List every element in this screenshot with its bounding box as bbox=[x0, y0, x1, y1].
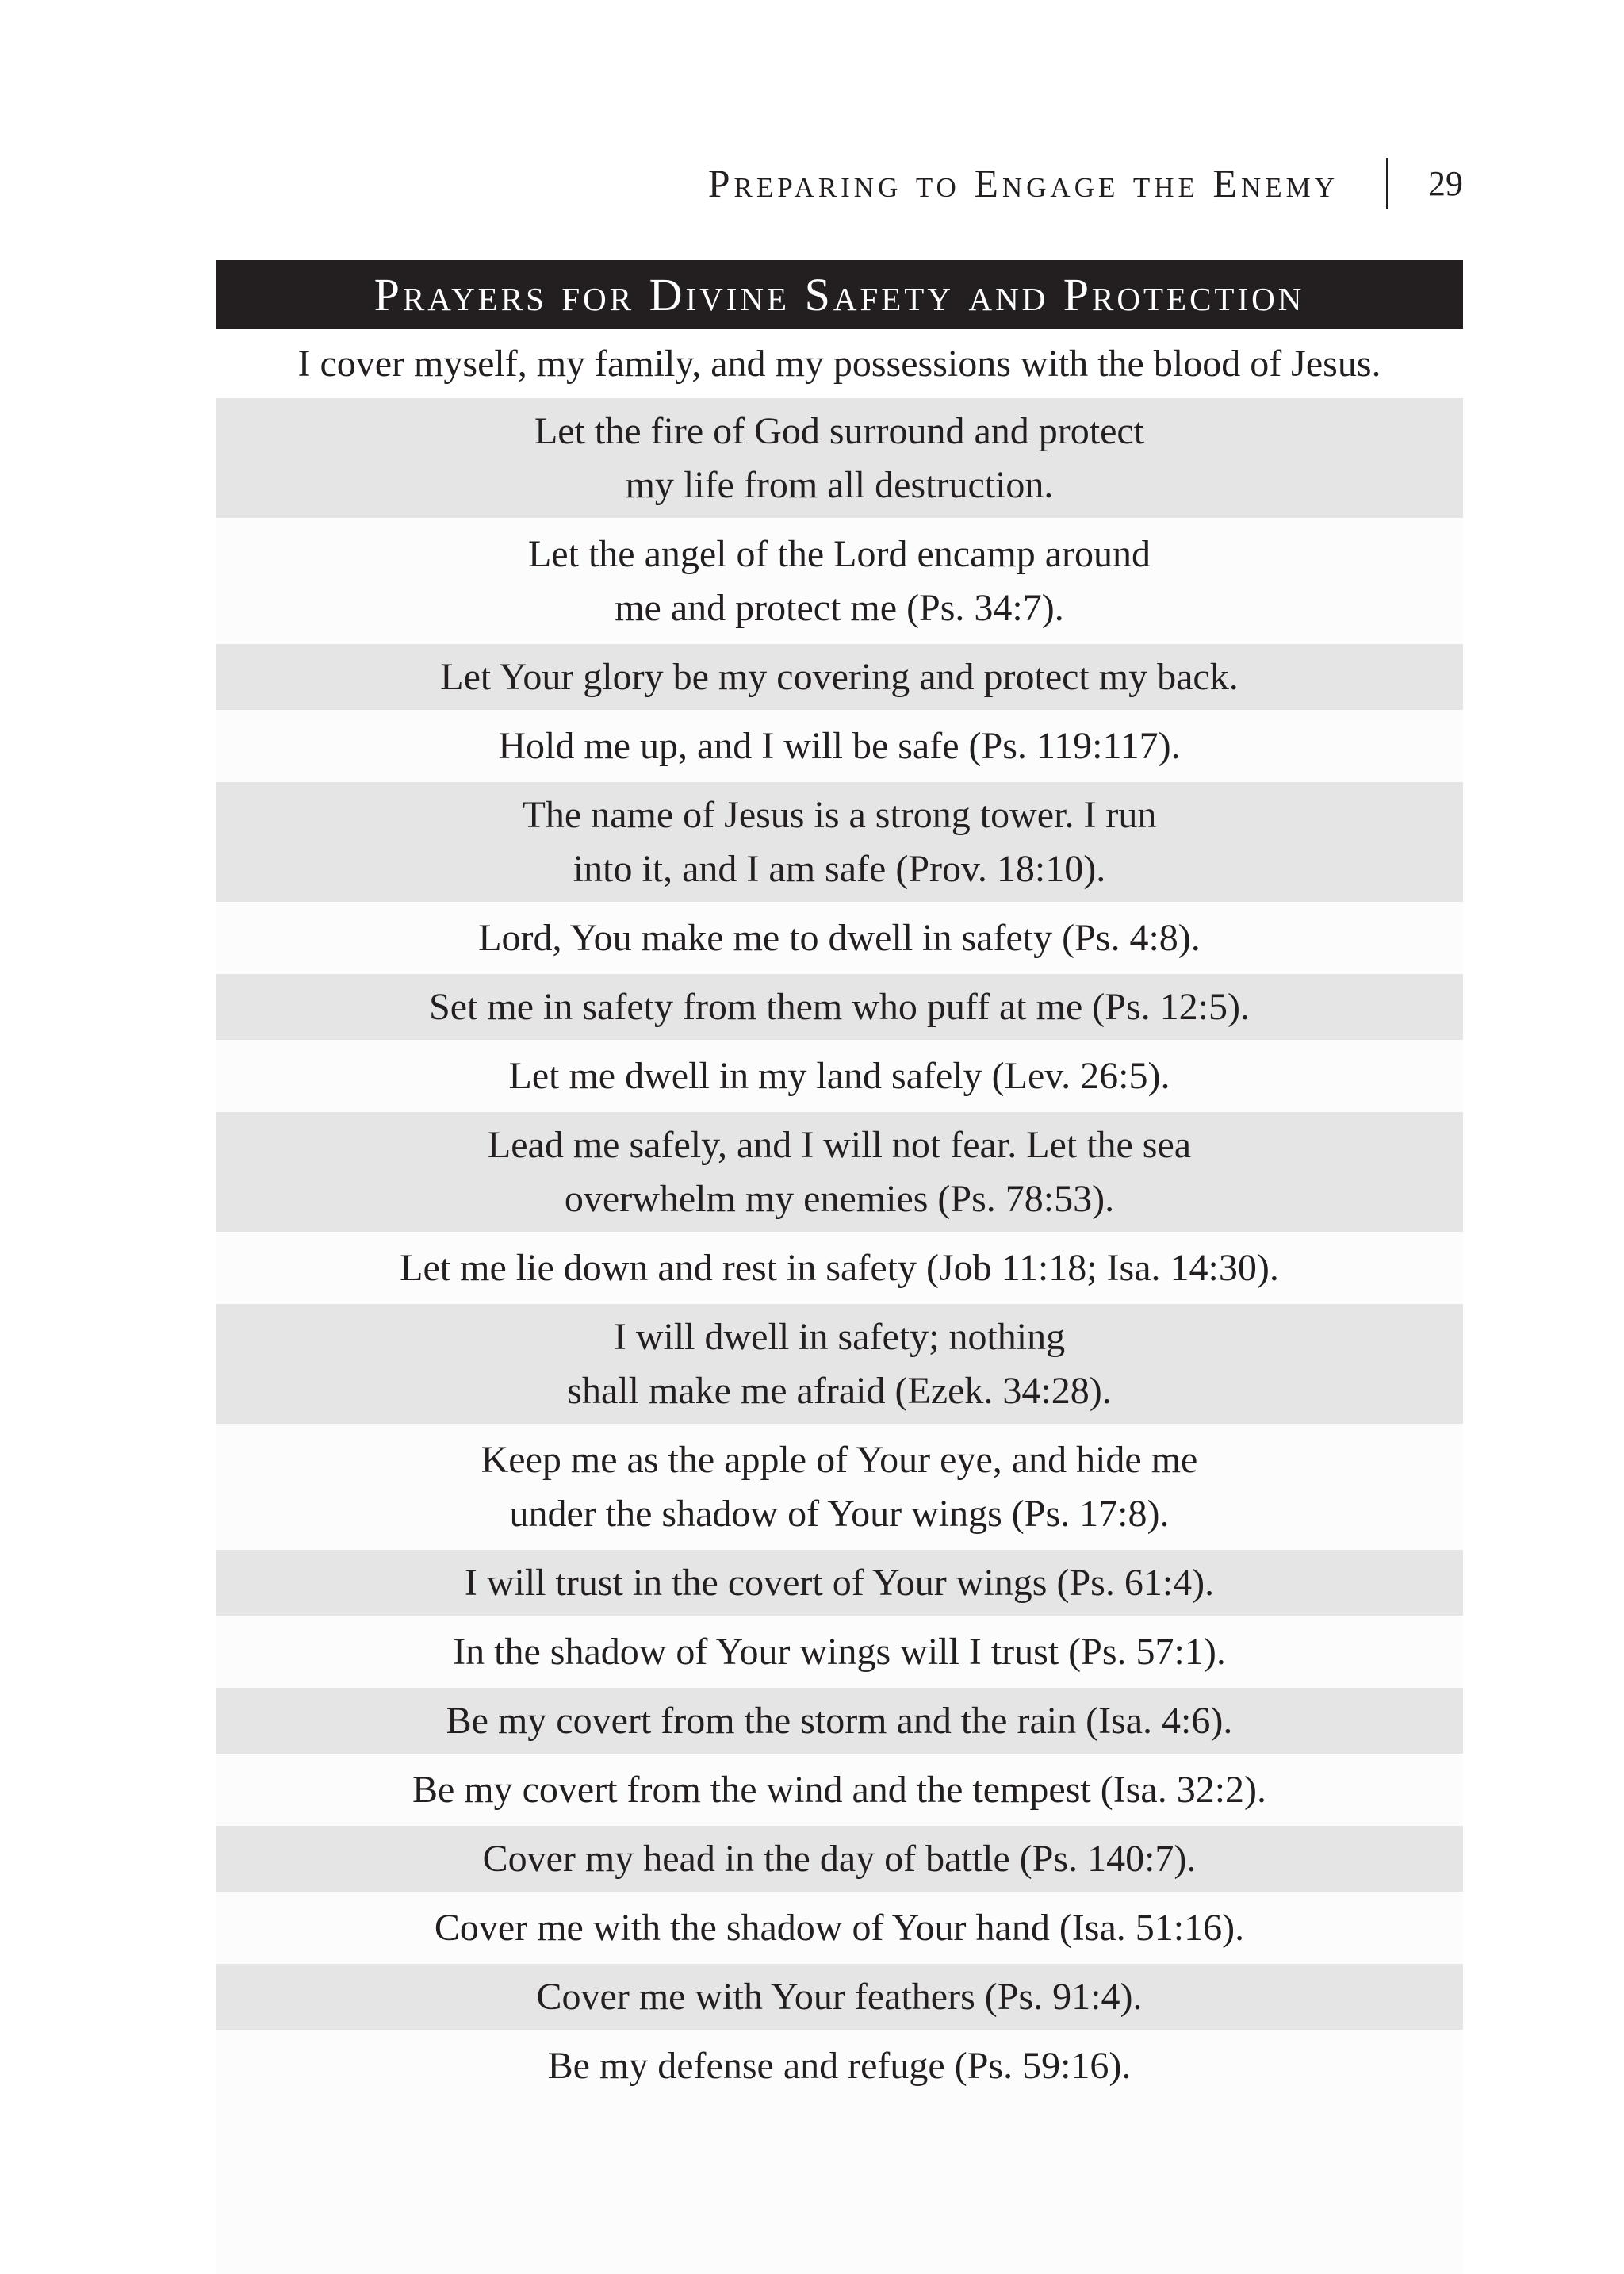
prayer-row bbox=[216, 1895, 1463, 1961]
prayer-text: Be my covert from the storm and the rain (Isa. 4:6). bbox=[446, 1699, 1233, 1742]
prayer-row bbox=[216, 1043, 1463, 1109]
prayer-text: Hold me up, and I will be safe (Ps. 119:117). bbox=[498, 724, 1181, 767]
prayer-text: Let me dwell in my land safely (Lev. 26:5). bbox=[508, 1054, 1170, 1097]
prayer-text: Let the angel of the Lord encamp around me and protect me (Ps. 34:7). bbox=[527, 532, 1151, 629]
page-number: 29 bbox=[1428, 163, 1463, 203]
prayer-row bbox=[216, 905, 1463, 971]
prayer-text: Cover me with Your feathers (Ps. 91:4). bbox=[536, 1975, 1143, 2018]
prayer-row bbox=[216, 1550, 1463, 1616]
running-head bbox=[708, 155, 1463, 211]
prayer-row bbox=[216, 1619, 1463, 1685]
section-heading: Prayers for Divine Safety and Protection bbox=[216, 260, 1463, 329]
prayer-list bbox=[216, 398, 1463, 2099]
prayer-text: Let the fire of God surround and protect my life from all destruction. bbox=[534, 409, 1145, 506]
prayer-row bbox=[216, 1304, 1463, 1424]
prayer-row bbox=[216, 644, 1463, 710]
running-title: Preparing to Engage the Enemy bbox=[707, 161, 1339, 205]
prayer-row bbox=[216, 974, 1463, 1040]
prayer-text: Keep me as the apple of Your eye, and hide me under the shadow of Your wings (Ps. 17:8). bbox=[481, 1438, 1198, 1535]
prayer-text: Set me in safety from them who puff at me (Ps. 12:5). bbox=[429, 985, 1250, 1028]
prayer-block bbox=[216, 260, 1463, 2102]
prayer-text: Lead me safely, and I will not fear. Let the sea overwhelm my enemies (Ps. 78:53). bbox=[487, 1123, 1192, 1220]
prayer-text: Let Your glory be my covering and protect my back. bbox=[440, 655, 1239, 698]
prayer-row bbox=[216, 1688, 1463, 1754]
prayer-text: I will dwell in safety; nothing shall make me afraid (Ezek. 34:28). bbox=[567, 1315, 1112, 1412]
prayer-text: Be my defense and refuge (Ps. 59:16). bbox=[547, 2044, 1132, 2087]
prayer-text: In the shadow of Your wings will I trust (Ps. 57:1). bbox=[453, 1630, 1226, 1673]
prayer-text: Lord, You make me to dwell in safety (Ps. 4:8). bbox=[478, 916, 1201, 959]
prayer-text: I will trust in the covert of Your wings (Ps. 61:4). bbox=[464, 1561, 1215, 1604]
prayer-text: Cover my head in the day of battle (Ps. 140:7). bbox=[482, 1837, 1197, 1880]
prayer-row bbox=[216, 1235, 1463, 1301]
prayer-row bbox=[216, 1964, 1463, 2030]
prayer-text: The name of Jesus is a strong tower. I run into it, and I am safe (Prov. 18:10). bbox=[522, 793, 1157, 890]
prayer-text: Cover me with the shadow of Your hand (Isa. 51:16). bbox=[434, 1906, 1245, 1949]
prayer-row bbox=[216, 2033, 1463, 2099]
prayer-row bbox=[216, 398, 1463, 518]
prayer-text: Be my covert from the wind and the tempest (Isa. 32:2). bbox=[412, 1768, 1267, 1811]
prayer-row bbox=[216, 1826, 1463, 1892]
prayer-row bbox=[216, 1757, 1463, 1823]
prayer-row bbox=[216, 1112, 1463, 1232]
prayer-row bbox=[216, 521, 1463, 641]
intro-line: I cover myself, my family, and my possessions with the blood of Jesus. bbox=[216, 329, 1463, 398]
prayer-row bbox=[216, 1427, 1463, 1547]
prayer-row bbox=[216, 782, 1463, 902]
prayer-text: Let me lie down and rest in safety (Job 11:18; Isa. 14:30). bbox=[400, 1246, 1279, 1289]
running-head-separator bbox=[1386, 158, 1388, 209]
prayer-row bbox=[216, 713, 1463, 779]
